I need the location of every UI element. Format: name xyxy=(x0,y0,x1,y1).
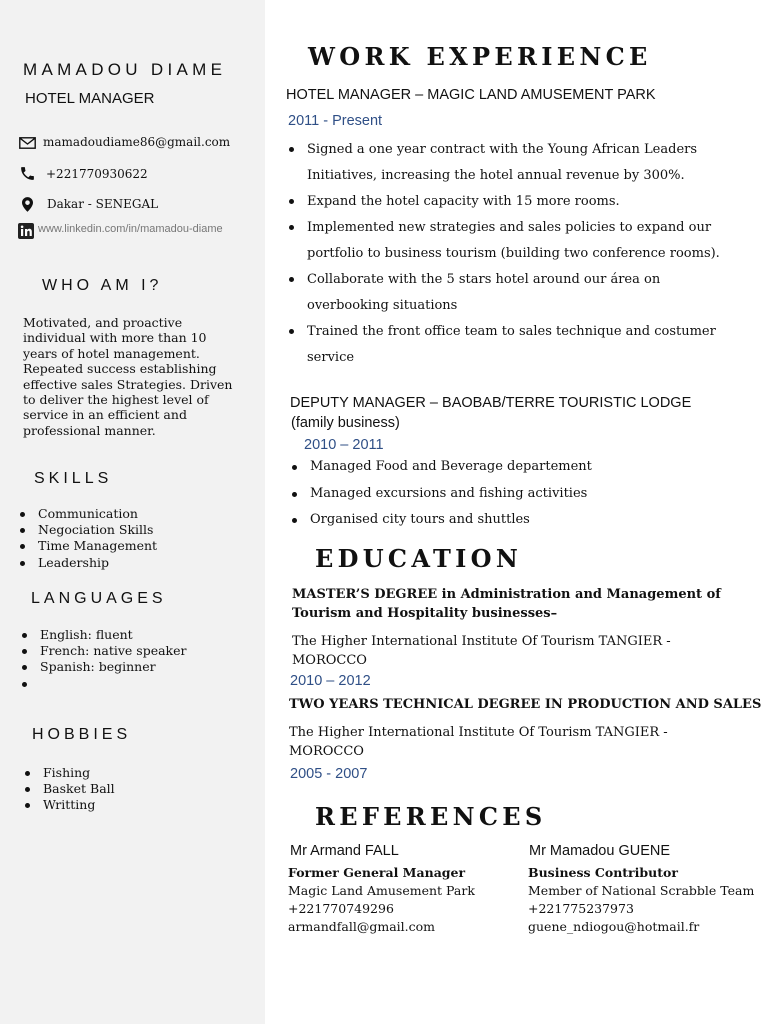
list-item: Implemented new strategies and sales policies to expand our portfolio to business tourism (building two conference rooms). xyxy=(286,215,738,267)
job-bullets xyxy=(286,137,738,371)
list-item: English: fluent xyxy=(20,627,187,643)
list-item: Signed a one year contract with the Young African Leaders Initiatives, increasing the hotel annual revenue by 300%. xyxy=(286,137,738,189)
reference-role: Former General Manager xyxy=(288,865,466,880)
list-item: Writting xyxy=(23,797,115,813)
work-heading: WORK EXPERIENCE xyxy=(308,42,652,71)
reference-email[interactable]: guene_ndiogou@hotmail.fr xyxy=(528,919,700,934)
email-link[interactable]: mamadoudiame86@gmail.com xyxy=(43,135,231,149)
school-name: The Higher International Institute Of Tourism TANGIER - xyxy=(289,725,668,740)
linkedin-icon xyxy=(18,223,34,239)
phone-icon xyxy=(19,165,36,182)
about-heading: WHO AM I? xyxy=(42,277,163,294)
list-item: Time Management xyxy=(18,538,157,554)
reference-org: Magic Land Amusement Park xyxy=(288,883,475,898)
job-dates: 2011 - Present xyxy=(288,113,383,129)
phone-number: +221770930622 xyxy=(46,167,148,181)
school-country: MOROCCO xyxy=(289,744,364,759)
job-bullets xyxy=(289,454,729,534)
location: Dakar - SENEGAL xyxy=(47,197,159,211)
candidate-name: MAMADOU DIAME xyxy=(23,60,227,79)
envelope-icon xyxy=(19,137,36,149)
list-item: Leadership xyxy=(18,555,157,571)
degree-title: Tourism and Hospitality businesses– xyxy=(292,606,558,621)
reference-phone: +221770749296 xyxy=(288,901,394,916)
education-dates: 2010 – 2012 xyxy=(290,673,371,689)
reference-name: Mr Mamadou GUENE xyxy=(529,843,671,859)
hobbies-heading: HOBBIES xyxy=(32,726,132,743)
school-name: The Higher International Institute Of Tourism TANGIER - xyxy=(292,634,671,649)
list-item: Negociation Skills xyxy=(18,522,157,538)
list-item: Collaborate with the 5 stars hotel around our área on overbooking situations xyxy=(286,267,738,319)
location-pin-icon xyxy=(22,197,33,212)
list-item: Organised city tours and shuttles xyxy=(289,507,729,534)
references-heading: REFERENCES xyxy=(315,802,547,831)
about-text: Motivated, and proactive individual with more than 10 years of hotel management. Repeated success establishing effective sales Strategies. Driven to deliver the highest level of service in an efficient and professional manner. xyxy=(23,315,233,438)
degree-title: MASTER’S DEGREE in Administration and Management of xyxy=(292,587,721,602)
list-item: Managed excursions and fishing activities xyxy=(289,481,729,508)
list-item: Expand the hotel capacity with 15 more rooms. xyxy=(286,189,738,215)
reference-email[interactable]: armandfall@gmail.com xyxy=(288,919,436,934)
education-heading: EDUCATION xyxy=(315,544,523,573)
reference-name: Mr Armand FALL xyxy=(290,843,399,859)
list-item: Fishing xyxy=(23,765,115,781)
degree-title: TWO YEARS TECHNICAL DEGREE IN PRODUCTION AND SALES xyxy=(289,697,762,712)
languages-list xyxy=(20,627,187,692)
job-title: HOTEL MANAGER – MAGIC LAND AMUSEMENT PARK xyxy=(286,87,656,103)
list-item: Basket Ball xyxy=(23,781,115,797)
job-title: DEPUTY MANAGER – BAOBAB/TERRE TOURISTIC LODGE xyxy=(290,395,692,411)
list-item: Trained the front office team to sales technique and costumer service xyxy=(286,319,738,371)
reference-role: Business Contributor xyxy=(528,865,678,880)
list-item: Communication xyxy=(18,506,157,522)
reference-phone: +221775237973 xyxy=(528,901,634,916)
reference-org: Member of National Scrabble Team xyxy=(528,883,755,898)
hobbies-list xyxy=(23,765,115,814)
skills-heading: SKILLS xyxy=(34,470,113,487)
list-item xyxy=(20,676,187,692)
job-subtitle: (family business) xyxy=(291,415,400,431)
skills-list xyxy=(18,506,157,571)
list-item: French: native speaker xyxy=(20,643,187,659)
linkedin-link[interactable]: www.linkedin.com/in/mamadou-diame xyxy=(38,223,223,235)
education-dates: 2005 - 2007 xyxy=(290,766,368,782)
list-item: Spanish: beginner xyxy=(20,659,187,675)
job-dates: 2010 – 2011 xyxy=(304,437,384,453)
school-country: MOROCCO xyxy=(292,653,367,668)
list-item: Managed Food and Beverage departement xyxy=(289,454,729,481)
candidate-title: HOTEL MANAGER xyxy=(25,90,155,107)
languages-heading: LANGUAGES xyxy=(31,590,167,607)
